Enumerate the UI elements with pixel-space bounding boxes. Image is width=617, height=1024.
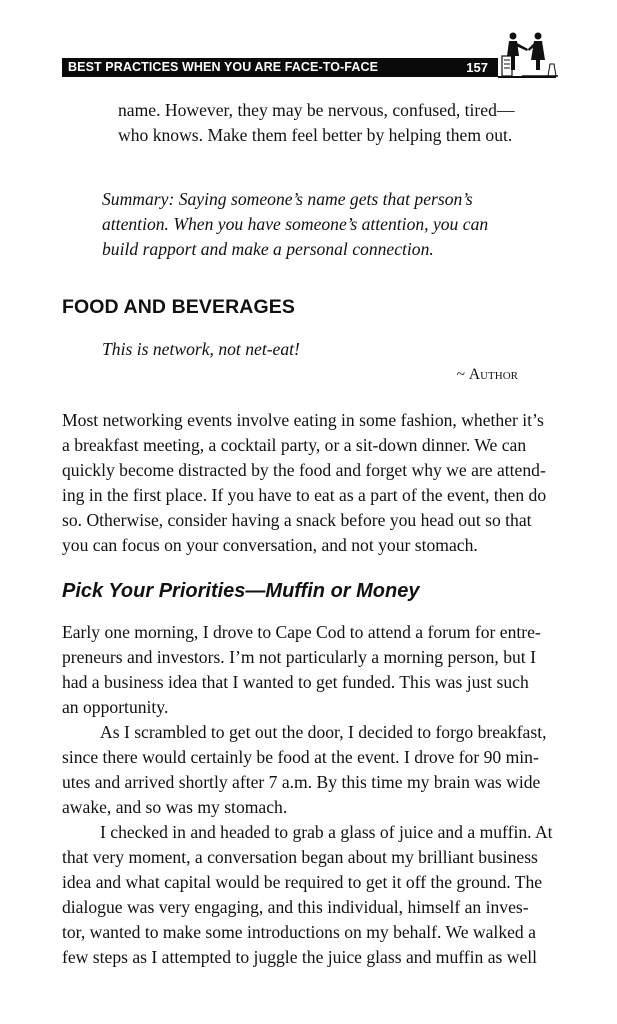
- text-line: few steps as I attempted to juggle the juice glass and muffin as well: [62, 947, 538, 967]
- text-line: awake, and so was my stomach.: [62, 797, 288, 817]
- text-line: a breakfast meeting, a cocktail party, or a sit-down dinner. We can: [62, 435, 527, 455]
- continuation-paragraph: [118, 98, 538, 148]
- text-line: preneurs and investors. I’m not particularly a morning person, but I: [62, 647, 536, 667]
- text-line: build rapport and make a personal connection.: [102, 239, 434, 259]
- text-line: utes and arrived shortly after 7 a.m. By this time my brain was wide: [62, 772, 541, 792]
- text-line: As I scrambled to get out the door, I decided to forgo breakfast,: [100, 722, 547, 742]
- epigraph-attribution: [300, 362, 518, 387]
- attribution-prefix: ~: [456, 366, 469, 383]
- text-line: since there would certainly be food at the event. I drove for 90 min-: [62, 747, 539, 767]
- intro-paragraph: [62, 408, 558, 558]
- text-line: dialogue was very engaging, and this individual, himself an inves-: [62, 897, 529, 917]
- attribution-name: Author: [468, 366, 518, 383]
- text-line: you can focus on your conversation, and not your stomach.: [62, 535, 478, 555]
- text-line: an opportunity.: [62, 697, 169, 717]
- text-line: Most networking events involve eating in some fashion, whether it’s: [62, 410, 544, 430]
- text-line: attention. When you have someone’s attention, you can: [102, 214, 489, 234]
- epigraph: This is network, not net-eat!: [102, 339, 300, 359]
- running-header-title: BEST PRACTICES WHEN YOU ARE FACE-TO-FACE: [68, 60, 379, 74]
- story-paragraph-3: [62, 820, 558, 970]
- page-number: 157: [466, 60, 488, 75]
- text-line: idea and what capital would be required to get it off the ground. The: [62, 872, 543, 892]
- text-line: that very moment, a conversation began about my brilliant business: [62, 847, 538, 867]
- text-line: I checked in and headed to grab a glass of juice and a muffin. At: [100, 822, 553, 842]
- text-line: name. However, they may be nervous, confused, tired—: [118, 100, 515, 120]
- story-paragraph-2: [62, 720, 558, 820]
- summary-paragraph: [102, 187, 520, 262]
- text-line: ing in the first place. If you have to eat as a part of the event, then do: [62, 485, 547, 505]
- text-line: Summary: Saying someone’s name gets that person’s: [102, 189, 473, 209]
- text-line: who knows. Make them feel better by helping them out.: [118, 125, 513, 145]
- story-paragraph-1: [62, 620, 558, 720]
- text-line: quickly become distracted by the food and forget why we are attend-: [62, 460, 546, 480]
- text-line: so. Otherwise, consider having a snack before you head out so that: [62, 510, 532, 530]
- text-line: had a business idea that I wanted to get funded. This was just such: [62, 672, 529, 692]
- running-header: [62, 58, 498, 77]
- handshake-icon: [498, 30, 560, 78]
- subsection-heading: Pick Your Priorities—Muffin or Money: [62, 580, 420, 602]
- section-heading: FOOD AND BEVERAGES: [62, 296, 295, 318]
- text-line: tor, wanted to make some introductions on my behalf. We walked a: [62, 922, 536, 942]
- text-line: Early one morning, I drove to Cape Cod to attend a forum for entre-: [62, 622, 541, 642]
